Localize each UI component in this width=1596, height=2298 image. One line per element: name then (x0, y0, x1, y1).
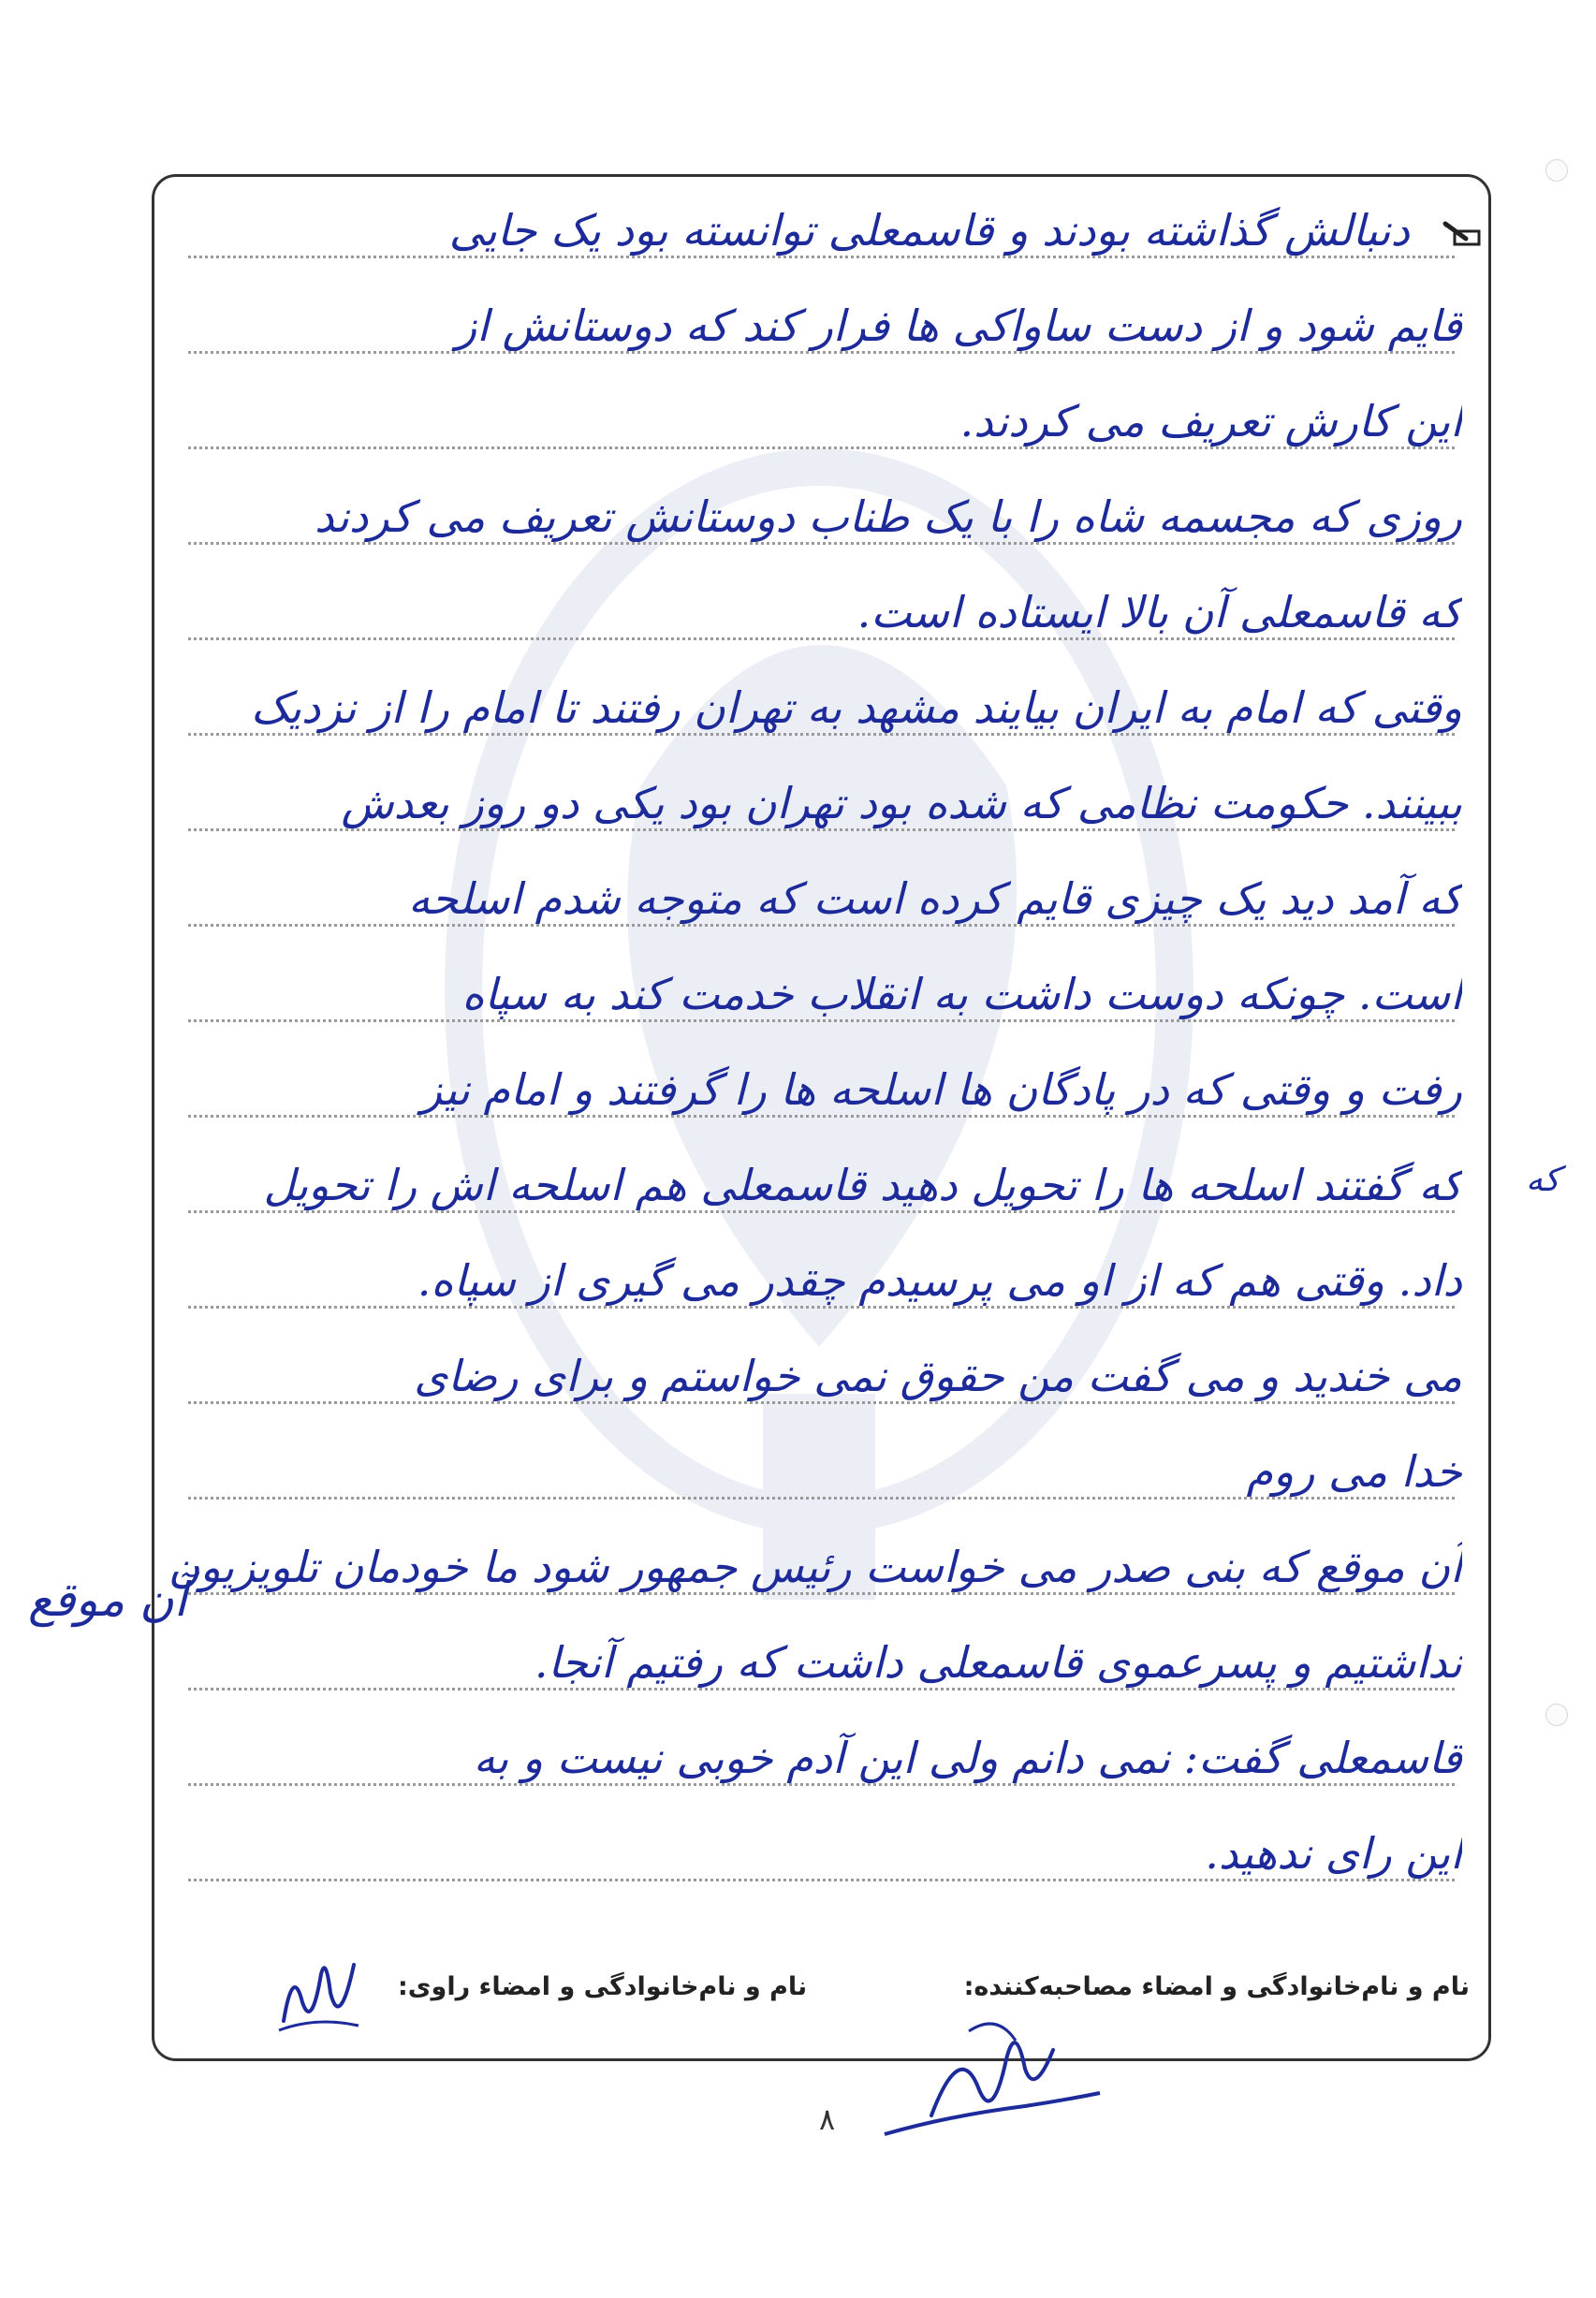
page-number: ۸ (819, 2101, 836, 2137)
handwritten-line: وقتی که امام به ایران بیایند مشهد به تهران رفتند تا امام را از نزدیک (250, 682, 1462, 733)
rule-line (188, 637, 1455, 640)
handwritten-line: که گفتند اسلحه ها را تحویل دهید قاسمعلی هم اسلحه اش را تحویل (263, 1160, 1462, 1210)
handwritten-line: ببینند. حکومت نظامی که شده بود تهران بود یکی دو روز بعدش (341, 778, 1462, 828)
handwritten-line: روزی که مجسمه شاه را با یک طناب دوستانش تعریف می کردند (314, 491, 1462, 542)
rule-line (188, 828, 1455, 831)
rule-line (188, 1210, 1455, 1213)
pen-writing-icon (1442, 218, 1483, 250)
rule-line (188, 542, 1455, 545)
rule-line (188, 1592, 1455, 1595)
handwritten-line: می خندید و می گفت من حقوق نمی خواستم و برای رضای (414, 1351, 1462, 1401)
handwritten-line: داد. وقتی هم که از او می پرسیدم چقدر می گیری از سپاه. (417, 1255, 1462, 1306)
rule-line (188, 1401, 1455, 1404)
margin-note: که (1526, 1161, 1560, 1199)
form-frame (152, 174, 1491, 2061)
narrator-signature-label: نام و نام‌خانوادگی و امضاء راوی: (398, 1972, 808, 2001)
handwritten-line: خدا می روم (1246, 1446, 1462, 1497)
margin-note: آن موقع (28, 1573, 187, 1627)
rule-line (188, 1688, 1455, 1691)
rule-line (188, 1783, 1455, 1786)
rule-line (188, 924, 1455, 927)
handwritten-line: آن موقع که بنی صدر می خواست رئیس جمهور شود ما خودمان تلویزیون (168, 1542, 1462, 1592)
handwritten-line: دنبالش گذاشته بودند و قاسمعلی توانسته بود یک جایی (448, 205, 1410, 256)
narrator-signature (265, 1937, 377, 2049)
rule-line (188, 1497, 1455, 1500)
handwritten-line: رفت و وقتی که در پادگان ها اسلحه ها را گرفتند و امام نیز (420, 1064, 1462, 1115)
rule-line (188, 351, 1455, 354)
handwritten-line: است. چونکه دوست داشت به انقلاب خدمت کند به سپاه (461, 969, 1462, 1019)
handwritten-line: قایم شود و از دست ساواکی ها فرار کند که دوستانش از (456, 300, 1462, 351)
interviewer-signature-label: نام و نام‌خانوادگی و امضاء مصاحبه‌کننده: (963, 1972, 1470, 2001)
rule-line (188, 1879, 1455, 1881)
handwritten-line: که قاسمعلی آن بالا ایستاده است. (857, 587, 1462, 637)
handwritten-line: این کارش تعریف می کردند. (959, 396, 1462, 446)
rule-line (188, 446, 1455, 449)
handwritten-line: قاسمعلی گفت: نمی دانم ولی این آدم خوبی نیست و به (473, 1733, 1462, 1783)
binding-hole (1545, 159, 1568, 182)
handwritten-line: که آمد دید یک چیزی قایم کرده است که متوجه شدم اسلحه (408, 873, 1462, 924)
handwritten-line: نداشتیم و پسرعموی قاسمعلی داشت که رفتیم آنجا. (534, 1637, 1462, 1688)
binding-hole (1545, 1704, 1568, 1726)
rule-line (188, 256, 1455, 258)
rule-line (188, 1019, 1455, 1022)
rule-line (188, 733, 1455, 736)
interviewer-signature (875, 2003, 1109, 2153)
rule-line (188, 1306, 1455, 1309)
rule-line (188, 1115, 1455, 1118)
handwritten-line: این رای ندهید. (1205, 1828, 1462, 1879)
